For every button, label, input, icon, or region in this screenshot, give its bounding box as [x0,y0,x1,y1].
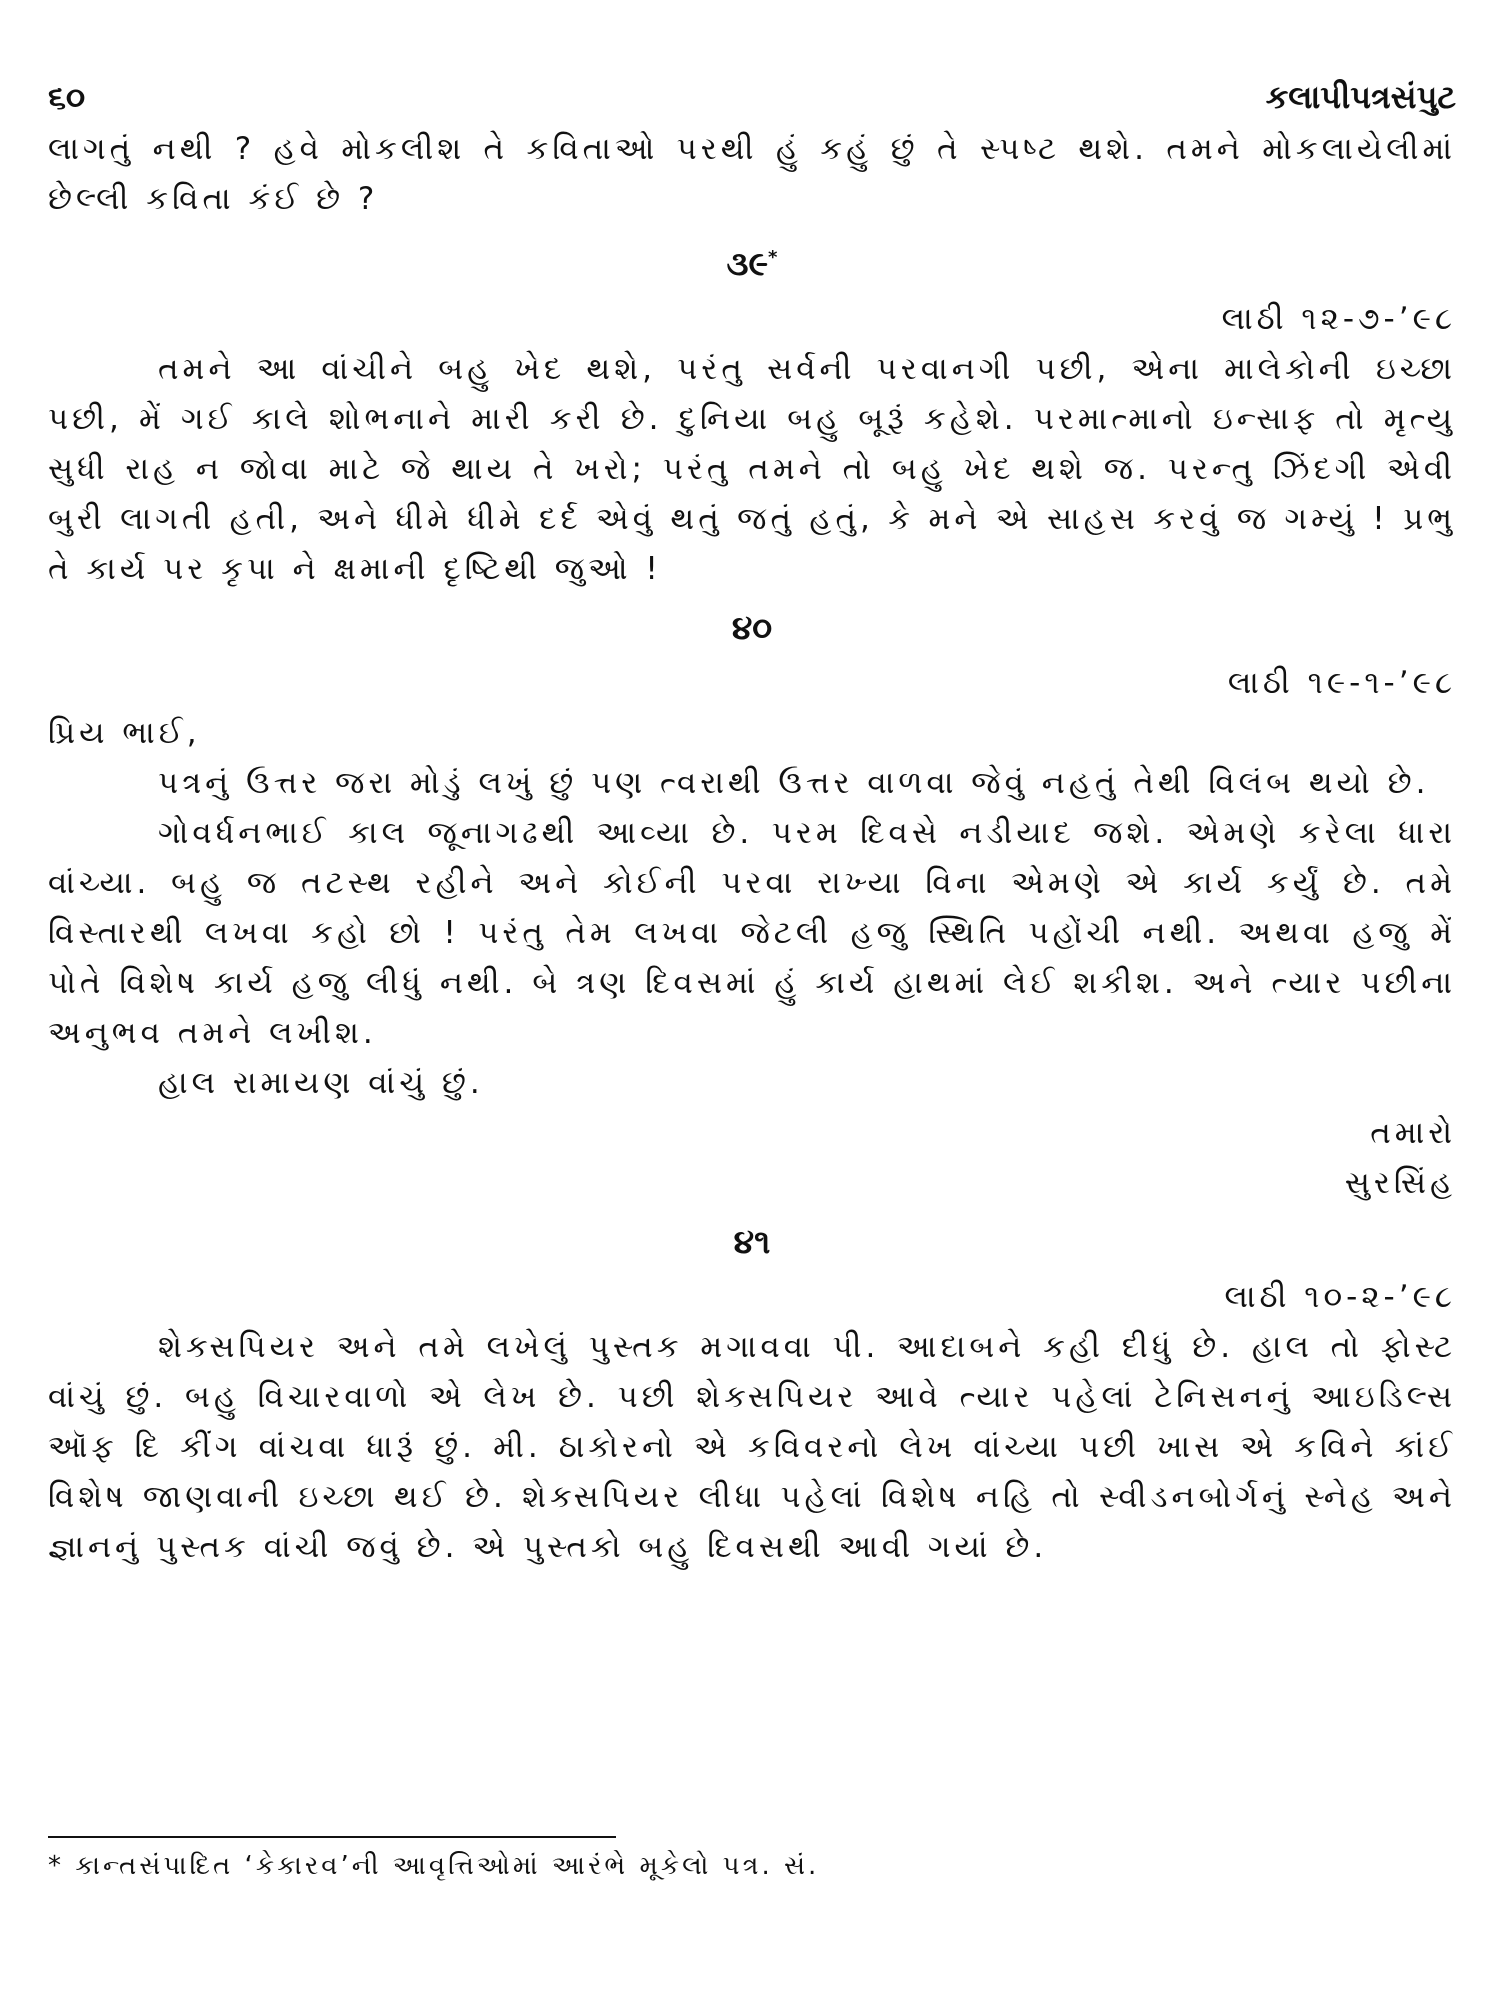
letter-41-date: લાઠી ૧૦-૨-’૯૮ [1224,1279,1456,1315]
letter-41-heading: ૪૧ [733,1222,771,1261]
letter-40-paragraph-2: ગોવર્ધનભાઈ કાલ જૂનાગઢથી આવ્યા છે. પરમ દિવસે નડીયાદ જશે. એમણે કરેલા ધારા વાંચ્યા. બહુ જ તટસ્થ રહીને અને કોઈની પરવા રાખ્યા વિના એમણે એ કાર્ય કર્યું છે. તમે વિસ્તારથી લખવા કહો છો ! પરંતુ તેમ લખવા જેટલી હજુ સ્થિતિ પહોંચી નથી. અથવા હજુ મેં પોતે વિશેષ કાર્ય હજુ લીધું નથી. બે ત્રણ દિવસમાં હું કાર્ય હાથમાં લેઈ શકીશ. અને ત્યાર પછીના અનુભવ તમને લખીશ. [48,815,1456,1051]
footnote-divider [48,1836,616,1838]
letter-41-body: શેક્સપિયર અને તમે લખેલું પુસ્તક મગાવવા પી. આદાબને કહી દીધું છે. હાલ તો ફોસ્ટ વાંચું છું. બહુ વિચારવાળો એ લેખ છે. પછી શેક્સપિયર આવે ત્યાર પહેલાં ટેનિસનનું આઇડિલ્સ ઑફ દિ કીંગ વાંચવા ધારૂં છું. મી. ઠાકોરનો એ કવિવરનો લેખ વાંચ્યા પછી ખાસ એ કવિને કાંઈ વિશેષ જાણવાની ઇચ્છા થઈ છે. શેક્સપિયર લીધા પહેલાં વિશેષ નહિ તો સ્વીડનબોર્ગનું સ્નેહ અને જ્ઞાનનું પુસ્તક વાંચી જવું છે. એ પુસ્તકો બહુ દિવસથી આવી ગયાં છે. [48,1329,1456,1565]
letter-39-number: ૩૯ [726,244,769,283]
letter-39-date: લાઠી ૧૨-૭-’૯૮ [1221,301,1456,337]
letter-40-signature: સુરસિંહ [1344,1165,1456,1201]
footnote-marker: * [768,247,778,268]
intro-paragraph: લાગતું નથી ? હવે મોકલીશ તે કવિતાઓ પરથી હું કહું છું તે સ્પષ્ટ થશે. તમને મોકલાયેલીમાં છેલ્લી કવિતા કંઈ છે ? [48,131,1456,217]
footnote: * કાન્તસંપાદિત ‘કેકારવ’ની આવૃત્તિઓમાં આરંભે મૂકેલો પત્ર. સં. [48,1851,820,1881]
letter-40-heading: ૪૦ [731,608,773,647]
letter-39-body: તમને આ વાંચીને બહુ ખેદ થશે, પરંતુ સર્વની પરવાનગી પછી, એના માલેકોની ઇચ્છા પછી, મેં ગઈ કાલે શોભનાને મારી કરી છે. દુનિયા બહુ બૂરૂં કહેશે. પરમાત્માનો ઇન્સાફ તો મૃત્યુ સુધી રાહ ન જોવા માટે જે થાય તે ખરો; પરંતુ તમને તો બહુ ખેદ થશે જ. પરન્તુ ઝિંદગી એવી બુરી લાગતી હતી, અને ધીમે ધીમે દર્દ એવું થતું જતું હતું, કે મને એ સાહસ કરવું જ ગમ્યું ! પ્રભુ તે કાર્ય પર કૃપા ને ક્ષમાની દૃષ્ટિથી જુઓ ! [48,351,1456,587]
page-header [48,78,1456,124]
page-number: ૬૦ [48,78,86,116]
letter-40-closing: તમારો [1370,1115,1456,1151]
letter-40-date: લાઠી ૧૯-૧-’૯૮ [1227,665,1456,701]
letter-39-heading [48,228,1456,294]
letter-40-paragraph-3: હાલ રામાયણ વાંચું છું. [158,1065,484,1101]
letter-40-paragraph-1: પત્રનું ઉત્તર જરા મોડું લખું છું પણ ત્વરાથી ઉત્તર વાળવા જેવું નહતું તેથી વિલંબ થયો છે. [158,765,1430,801]
page [48,78,1456,1572]
letter-40-salutation: પ્રિય ભાઈ, [48,715,201,751]
book-title: કલાપીપત્રસંપુટ [1265,78,1456,116]
